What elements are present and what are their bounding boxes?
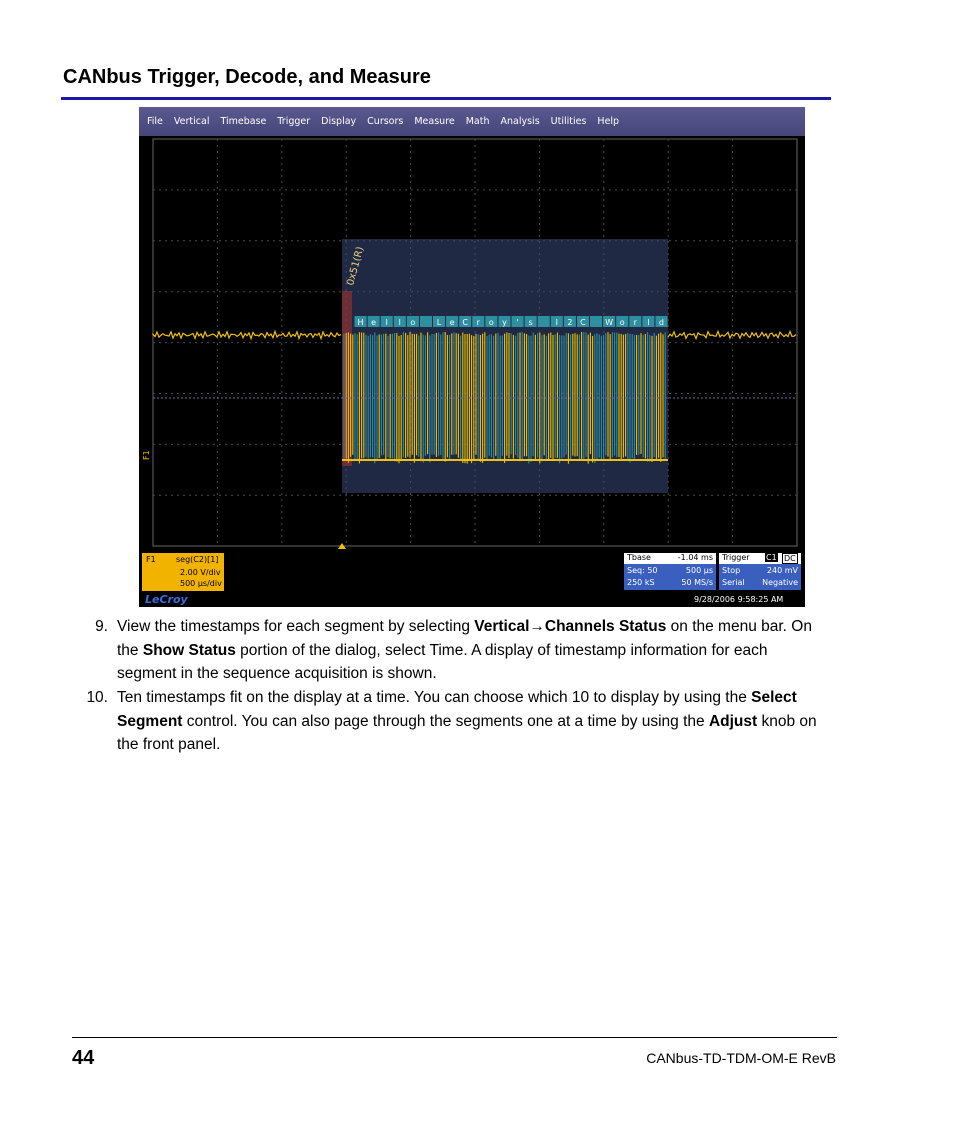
f1-trace-descriptor[interactable] [142, 553, 224, 591]
decode-byte [525, 316, 537, 327]
document-id: CANbus-TD-TDM-OM-E RevB [646, 1050, 836, 1066]
timebase-seq-value: 500 µs [685, 566, 713, 575]
decode-byte [446, 316, 458, 327]
text-run: portion of the dialog, select Time. A display of timestamp information for each segment in the sequence acquisition is shown. [117, 641, 768, 682]
svg-text:l: l [398, 318, 401, 327]
decode-byte [512, 316, 524, 327]
trigger-mode: Stop [722, 566, 741, 575]
ui-term: Vertical→Channels Status [474, 618, 667, 635]
svg-text:l: l [385, 318, 388, 327]
svg-text:o: o [410, 318, 416, 327]
decode-byte [472, 316, 484, 327]
text-run: Ten timestamps fit on the display at a time. You can choose which 10 to display by using the [117, 689, 752, 706]
svg-text:r: r [633, 318, 637, 327]
brand-logo: LeCroy [145, 593, 188, 606]
menu-analysis[interactable]: Analysis [500, 116, 540, 127]
menu-file[interactable]: File [147, 116, 163, 127]
menu-utilities[interactable]: Utilities [550, 116, 587, 127]
timebase-samples: 250 kS [627, 578, 655, 587]
svg-text:2: 2 [567, 318, 573, 327]
decode-byte [368, 316, 380, 327]
svg-text:r: r [476, 318, 480, 327]
menu-math[interactable]: Math [465, 116, 490, 127]
timebase-descriptor[interactable] [624, 553, 716, 590]
decode-byte [420, 316, 432, 327]
decode-byte [642, 316, 654, 327]
trigger-channel: C1 [766, 553, 777, 562]
svg-text:e: e [371, 318, 377, 327]
title-rule [61, 97, 831, 100]
waveform-grid [139, 136, 805, 550]
timebase-seq: Seq: 50 [627, 566, 658, 575]
svg-text:l: l [647, 318, 650, 327]
decode-byte [381, 316, 393, 327]
f1-source: seg(C2)[1] [176, 555, 219, 564]
timebase-header [624, 553, 716, 564]
decode-byte [616, 316, 628, 327]
menu-display[interactable]: Display [321, 116, 357, 127]
decode-byte [498, 316, 510, 327]
trigger-header [719, 553, 801, 564]
text-run: knob on the front panel. [117, 712, 817, 753]
decode-byte [603, 316, 615, 327]
decode-byte [629, 316, 641, 327]
trace-label: F1 [142, 450, 151, 460]
svg-text:o: o [619, 318, 625, 327]
svg-text:': ' [516, 318, 519, 327]
svg-text:L: L [436, 318, 442, 327]
decode-byte [355, 316, 367, 327]
svg-text:C: C [462, 318, 469, 327]
trigger-type: Serial [722, 578, 745, 587]
step-number: 9. [95, 618, 108, 635]
id-field-label: 0x51(R) [345, 245, 367, 287]
menu-vertical[interactable]: Vertical [173, 116, 210, 127]
step-text [117, 686, 822, 757]
step-text [117, 615, 822, 686]
timebase-header-label: Tbase [627, 553, 651, 562]
menu-cursors[interactable]: Cursors [367, 116, 404, 127]
timebase-header-value: -1.04 ms [677, 553, 713, 562]
svg-text:I: I [555, 318, 558, 327]
decode-byte [564, 316, 576, 327]
trigger-descriptor[interactable] [719, 553, 801, 590]
acquisition-timestamp: 9/28/2006 9:58:25 AM [694, 595, 784, 604]
f1-label: F1 [146, 555, 156, 564]
text-run: control. You can also page through the segments one at a time by using the [182, 712, 709, 730]
trigger-slope: Negative [762, 578, 798, 587]
ui-term: Select Segment [117, 689, 797, 730]
menu-timebase[interactable]: Timebase [220, 116, 267, 127]
ui-term: Show Status [142, 641, 236, 659]
svg-text:y: y [502, 318, 507, 327]
page-number: 44 [72, 1047, 95, 1069]
svg-text:W: W [605, 318, 614, 327]
decode-byte [551, 316, 563, 327]
menu-help[interactable]: Help [597, 116, 620, 127]
scope-menu-bar [139, 107, 805, 136]
decode-byte [459, 316, 471, 327]
svg-text:C: C [580, 318, 586, 327]
text-run: on the menu bar. On the [117, 618, 812, 659]
menu-measure[interactable]: Measure [414, 116, 455, 127]
f1-vdiv: 2.00 V/div [180, 568, 221, 577]
step-number: 10. [86, 689, 108, 706]
text-run: View the timestamps for each segment by selecting [117, 618, 475, 635]
svg-text:H: H [357, 318, 364, 327]
decode-byte [577, 316, 589, 327]
trigger-header-label: Trigger [722, 553, 750, 562]
decode-byte [538, 316, 550, 327]
trigger-level: 240 mV [766, 566, 798, 575]
timebase-rate: 50 MS/s [681, 578, 713, 587]
svg-text:o: o [488, 318, 494, 327]
decode-byte [485, 316, 497, 327]
svg-text:s: s [528, 318, 533, 327]
decode-byte [590, 316, 602, 327]
section-title: CANbus Trigger, Decode, and Measure [63, 66, 431, 88]
decode-byte [433, 316, 445, 327]
menu-trigger[interactable]: Trigger [277, 116, 311, 127]
oscilloscope-screenshot [139, 107, 805, 607]
footer-rule [72, 1037, 837, 1038]
svg-text:d: d [658, 318, 664, 327]
decode-byte [394, 316, 406, 327]
f1-tdiv: 500 µs/div [180, 579, 222, 588]
ui-term: Adjust [708, 712, 758, 730]
trigger-coupling: DC [784, 554, 796, 563]
svg-text:e: e [449, 318, 455, 327]
decode-byte [407, 316, 419, 327]
decode-byte [655, 316, 667, 327]
